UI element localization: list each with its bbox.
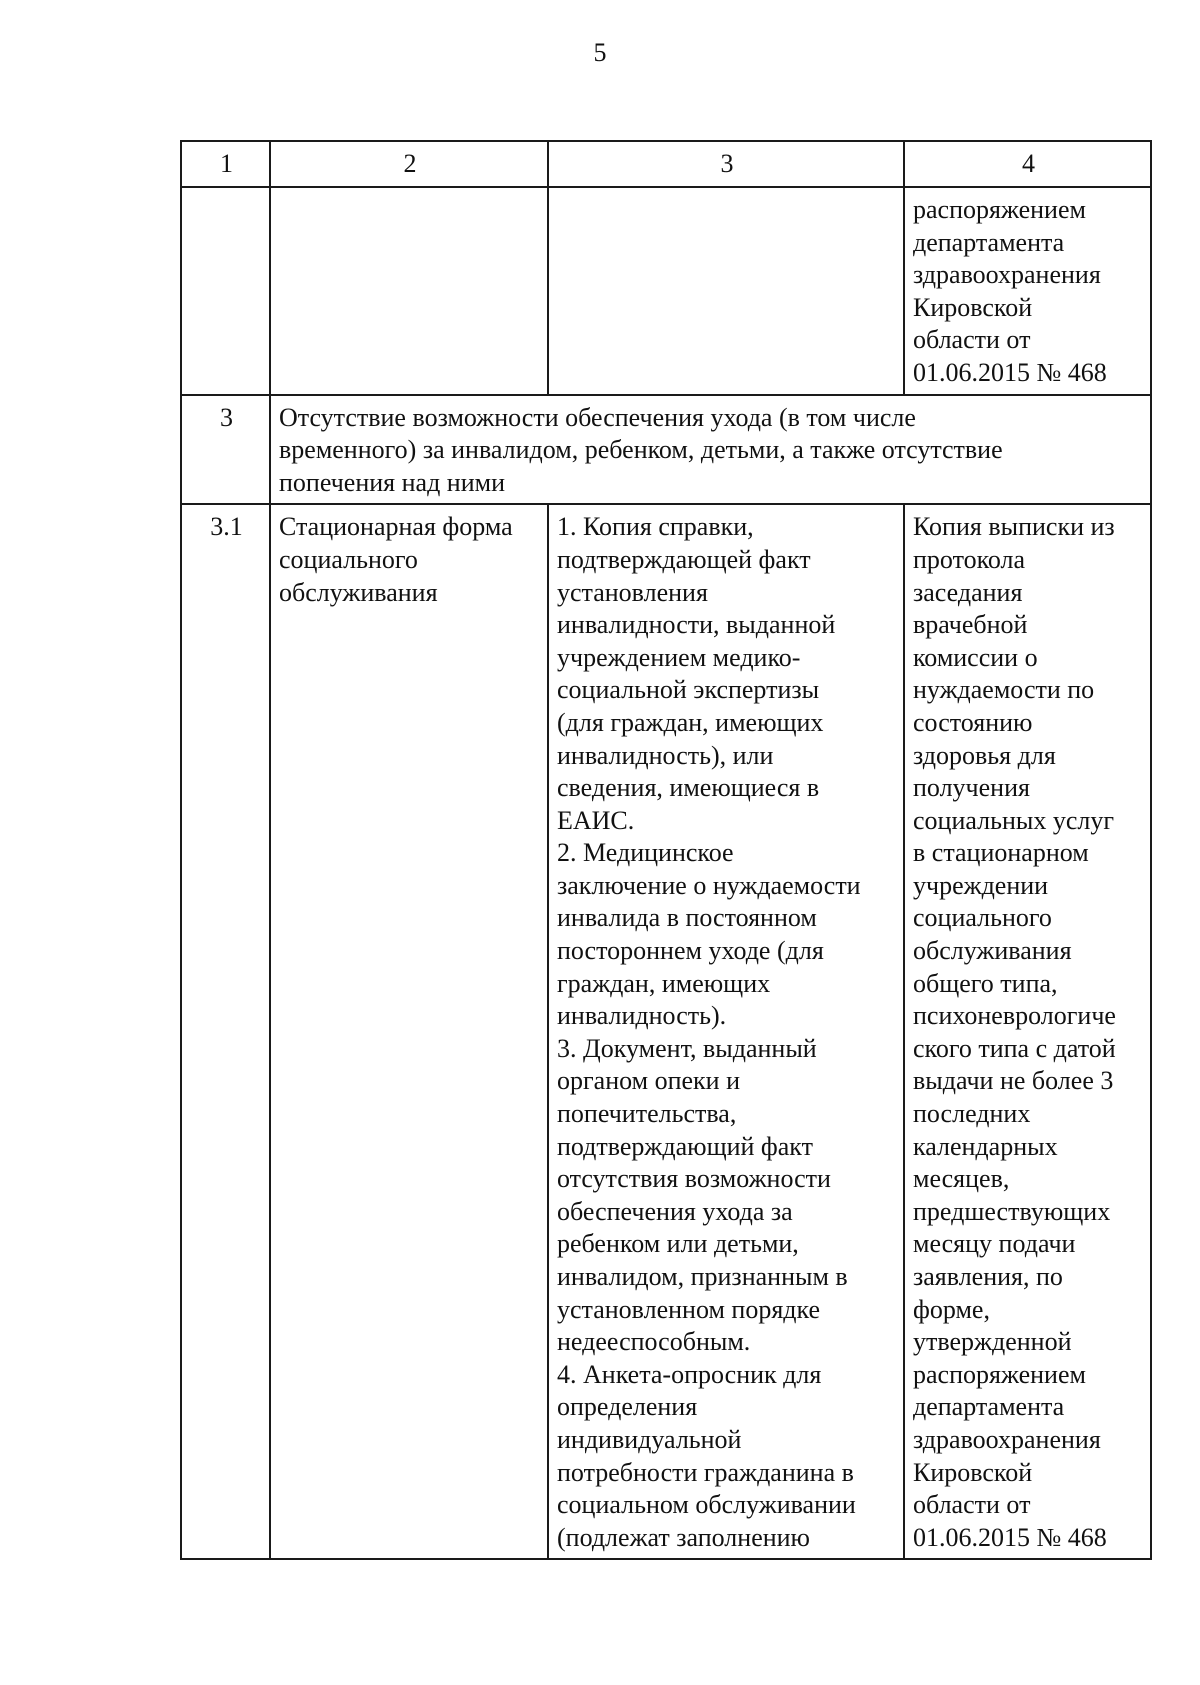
column-header-2: 2 bbox=[270, 141, 548, 187]
table-header-row bbox=[181, 141, 1151, 187]
section-row bbox=[181, 395, 1151, 505]
section-title-cell: Отсутствие возможности обеспечения ухода (в том числе временного) за инвалидом, ребенком, детьми, а также отсутствие попечения над ними bbox=[270, 395, 1151, 505]
service-form-cell bbox=[270, 187, 548, 395]
section-number-cell: 3 bbox=[181, 395, 270, 505]
column-header-3: 3 bbox=[548, 141, 904, 187]
table-row bbox=[181, 504, 1151, 1559]
documents-cell: 1. Копия справки, подтверждающей факт установления инвалидности, выданной учреждением медико- социальной экспертизы (для граждан, имеющих инвалидность), или сведения, имеющиеся в ЕАИС. 2. Медицинское заключение о нуждаемости инвалида в постоянном постороннем уходе (для граждан, имеющих инвалидность). 3. Документ, выданный органом опеки и попечительства, подтверждающий факт отсутствия возможности обеспечения ухода за ребенком или детьми, инвалидом, признанным в установленном порядке недееспособным. 4. Анкета-опросник для определения индивидуальной потребности гражданина в социальном обслуживании (подлежат заполнению bbox=[548, 504, 904, 1559]
column-header-4: 4 bbox=[904, 141, 1151, 187]
page-number: 5 bbox=[593, 38, 607, 67]
service-form-cell: Стационарная форма социального обслуживания bbox=[270, 504, 548, 1559]
medical-document-cell: Копия выписки из протокола заседания врачебной комиссии о нуждаемости по состоянию здоровья для получения социальных услуг в стационарном учреждении социального обслуживания общего типа, психоневрологиче ского типа с датой выдачи не более 3 последних календарных месяцев, предшествующих месяцу подачи заявления, по форме, утвержденной распоряжением департамента здравоохранения Кировской области от 01.06.2015 № 468 bbox=[904, 504, 1151, 1559]
medical-document-cell: распоряжением департамента здравоохранения Кировской области от 01.06.2015 № 468 bbox=[904, 187, 1151, 395]
column-header-1: 1 bbox=[181, 141, 270, 187]
row-number-cell: 3.1 bbox=[181, 504, 270, 1559]
documents-cell bbox=[548, 187, 904, 395]
row-number-cell bbox=[181, 187, 270, 395]
table-row bbox=[181, 187, 1151, 395]
documents-table bbox=[180, 140, 1152, 1560]
